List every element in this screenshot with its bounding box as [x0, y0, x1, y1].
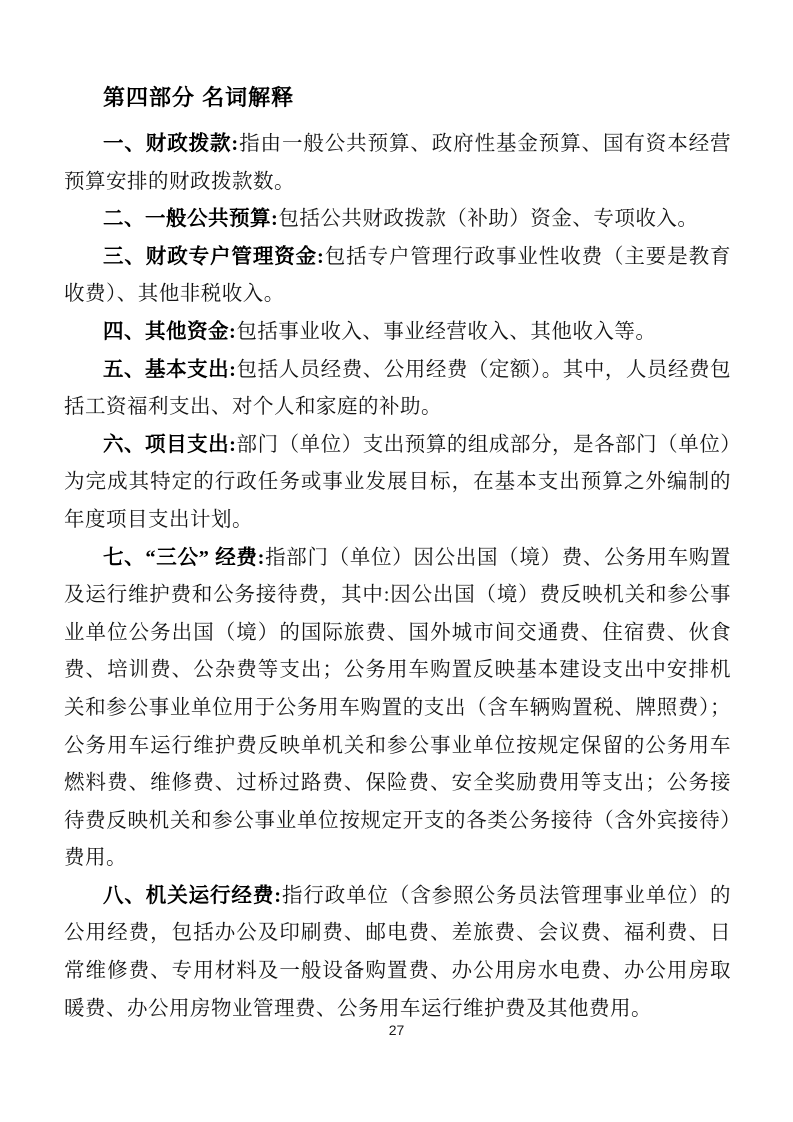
- definition-paragraph: [64, 540, 731, 878]
- definition-paragraph: [64, 878, 731, 1028]
- term-label: 六、项目支出:: [103, 433, 237, 456]
- definition-paragraph: [64, 126, 731, 201]
- term-definition: 包括公共财政拨款（补助）资金、专项收入。: [278, 208, 699, 231]
- term-label: 五、基本支出:: [103, 358, 237, 381]
- term-label: 二、一般公共预算:: [103, 208, 279, 231]
- term-definition: 指由一般公共预算、政府性基金预算、国有资本经营预算安排的财政拨款数。: [64, 133, 732, 193]
- page-number: 27: [388, 1022, 405, 1038]
- term-definition: 指部门（单位）因公出国（境）费、公务用车购置及运行维护费和公务接待费，其中:因公出国（境）费反映机关和参公事业单位公务出国（境）的国际旅费、国外城市间交通费、住宿费、伙食费、培训费、公杂费等支出；公务用车购置反映基本建设支出中安排机关和参公事业单位用于公务用车购置的支出（含车辆购置税、牌照费）；公务用车运行维护费反映单机关和参公事业单位按规定保留的公务用车燃料费、维修费、过桥过路费、保险费、安全奖励费用等支出；公务接待费反映机关和参公事业单位按规定开支的各类公务接待（含外宾接待）费用。: [64, 546, 732, 870]
- section-title: 第四部分 名词解释: [103, 85, 295, 110]
- term-definition: 指行政单位（含参照公务员法管理事业单位）的公用经费，包括办公及印刷费、邮电费、差旅费、会议费、福利费、日常维修费、专用材料及一般设备购置费、办公用房水电费、办公用房取暖费、办公用房物业管理费、公务用车运行维护费及其他费用。: [64, 884, 731, 1020]
- term-label: 三、财政专户管理资金:: [103, 245, 325, 268]
- definition-paragraph: [64, 239, 731, 314]
- term-label: 七、“三公” 经费:: [103, 546, 265, 569]
- term-definition: 部门（单位）支出预算的组成部分，是各部门（单位）为完成其特定的行政任务或事业发展目标，在基本支出预算之外编制的年度项目支出计划。: [64, 433, 732, 531]
- term-label: 四、其他资金:: [103, 320, 237, 343]
- document-body: [64, 84, 731, 1028]
- definition-paragraph: [64, 352, 731, 427]
- definition-paragraph: [64, 201, 731, 239]
- definition-paragraph: [64, 314, 731, 352]
- definition-paragraph: [64, 427, 731, 540]
- term-definition: 包括专户管理行政事业性收费（主要是教育收费）、其他非税收入。: [64, 245, 732, 306]
- term-definition: 包括人员经费、公用经费（定额）。其中，人员经费包括工资福利支出、对个人和家庭的补助。: [64, 358, 732, 419]
- term-label: 八、机关运行经费:: [103, 884, 282, 907]
- term-definition: 包括事业收入、事业经营收入、其他收入等。: [236, 320, 657, 343]
- term-label: 一、财政拨款:: [103, 133, 239, 155]
